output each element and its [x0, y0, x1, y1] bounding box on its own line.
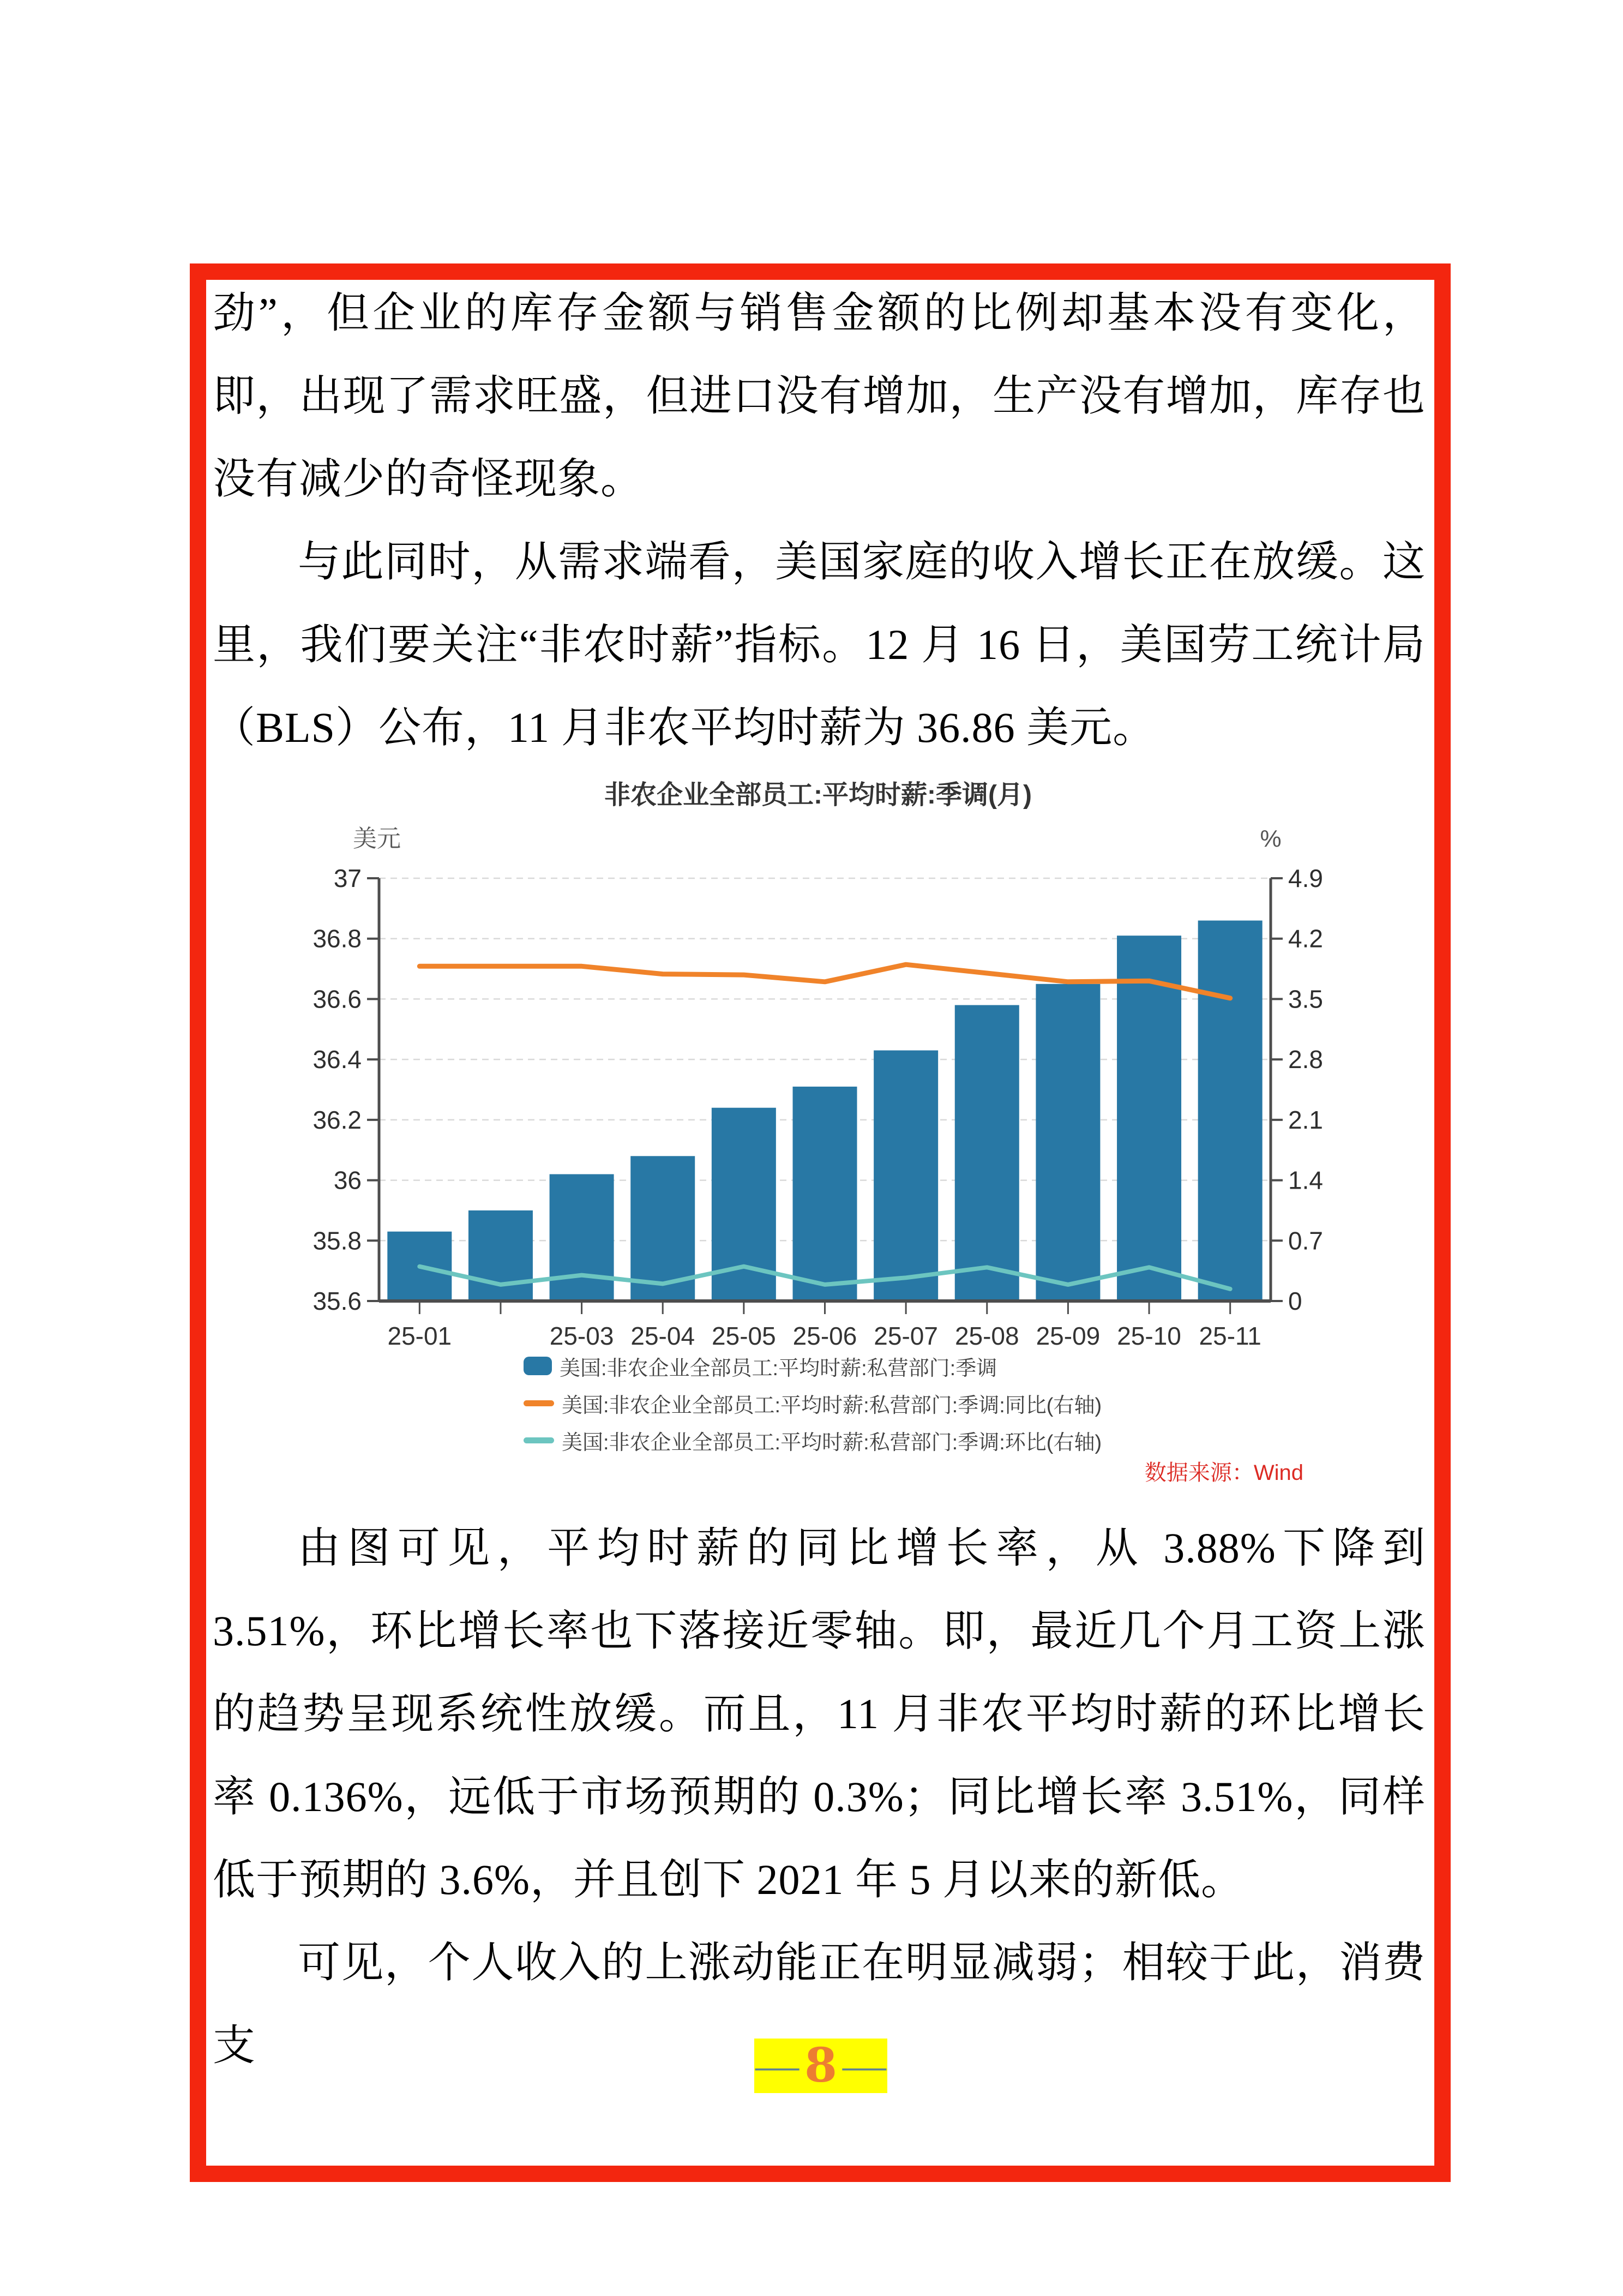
data-source-label: 数据来源：Wind: [1144, 1461, 1303, 1485]
legend-item-bar-series: [524, 1354, 1102, 1378]
page-number-right-dash: —: [842, 2044, 886, 2088]
paragraph-4: 可见，个人收入的上涨动能正在明显减弱；相较于此，消费支: [213, 1939, 1426, 2069]
legend-item-yoy-series: [524, 1391, 1102, 1415]
svg-text:2.1: 2.1: [1288, 1105, 1323, 1134]
svg-text:25-09: 25-09: [1036, 1322, 1101, 1350]
svg-text:25-04: 25-04: [630, 1322, 695, 1350]
legend-label: 美国:非农企业全部员工:平均时薪:私营部门:季调: [560, 1357, 997, 1380]
svg-text:36: 36: [333, 1166, 362, 1195]
paragraph-3: 由图可见，平均时薪的同比增长率，从 3.88%下降到 3.51%，环比增长率也下落接近零轴。即，最近几个月工资上涨的趋势呈现系统性放缓。而且，11 月非农平均时薪的环比增长率 0.136%，远低于市场预期的 0.3%；同比增长率 3.51%，同样低于预期的 3.6%，并且创下 2021 年 5 月以来的新低。: [213, 1524, 1426, 1903]
legend-bar-swatch-icon: [524, 1357, 552, 1375]
svg-text:25-01: 25-01: [387, 1322, 452, 1350]
svg-text:36.6: 36.6: [312, 985, 362, 1014]
legend-label: 美国:非农企业全部员工:平均时薪:私营部门:季调:环比(右轴): [562, 1431, 1102, 1454]
page-number-left-dash: —: [755, 2044, 800, 2088]
left-axis-unit: 美元: [353, 825, 401, 852]
svg-text:36.2: 36.2: [312, 1105, 362, 1134]
svg-text:35.6: 35.6: [312, 1287, 362, 1315]
svg-text:25-05: 25-05: [712, 1322, 776, 1350]
svg-text:36.8: 36.8: [312, 924, 362, 953]
svg-text:35.8: 35.8: [312, 1226, 362, 1255]
legend-label: 美国:非农企业全部员工:平均时薪:私营部门:季调:同比(右轴): [562, 1394, 1102, 1417]
svg-text:25-08: 25-08: [954, 1322, 1019, 1350]
paragraph-1: 劲”，但企业的库存金额与销售金额的比例却基本没有变化，即，出现了需求旺盛，但进口没有增加，生产没有增加，库存也没有减少的奇怪现象。: [213, 289, 1426, 502]
svg-text:3.5: 3.5: [1288, 985, 1323, 1014]
chart-title: 非农企业全部员工:平均时薪:季调(月): [604, 781, 1032, 810]
svg-text:25-10: 25-10: [1117, 1322, 1181, 1350]
legend-teal-line-swatch-icon: [524, 1437, 554, 1443]
svg-text:2.8: 2.8: [1288, 1045, 1323, 1074]
svg-text:37: 37: [333, 864, 362, 892]
wage-chart: [284, 807, 1352, 1358]
svg-text:25-07: 25-07: [874, 1322, 938, 1350]
line-series: [419, 964, 1230, 998]
paragraph-2: 与此同时，从需求端看，美国家庭的收入增长正在放缓。这里，我们要关注“非农时薪”指标。12 月 16 日，美国劳工统计局（BLS）公布，11 月非农平均时薪为 36.86 美元。: [213, 538, 1426, 751]
svg-text:4.9: 4.9: [1288, 864, 1323, 892]
svg-text:0.7: 0.7: [1288, 1226, 1323, 1255]
svg-text:25-03: 25-03: [549, 1322, 614, 1350]
legend-orange-line-swatch-icon: [524, 1400, 554, 1406]
page-number-badge: [754, 2039, 887, 2093]
page-number: 8: [804, 2038, 837, 2093]
chart-legend: [524, 1354, 1102, 1465]
body-text-bottom: [213, 1507, 1426, 2087]
svg-text:4.2: 4.2: [1288, 924, 1323, 953]
body-text-top: [213, 272, 1426, 769]
svg-text:0: 0: [1288, 1287, 1302, 1315]
svg-text:25-11: 25-11: [1199, 1322, 1261, 1350]
bars-series: [387, 921, 1262, 1302]
svg-text:1.4: 1.4: [1288, 1166, 1323, 1195]
svg-text:36.4: 36.4: [312, 1045, 362, 1074]
legend-item-mom-series: [524, 1428, 1102, 1452]
right-axis-unit: %: [1260, 825, 1282, 852]
svg-text:25-06: 25-06: [792, 1322, 857, 1350]
